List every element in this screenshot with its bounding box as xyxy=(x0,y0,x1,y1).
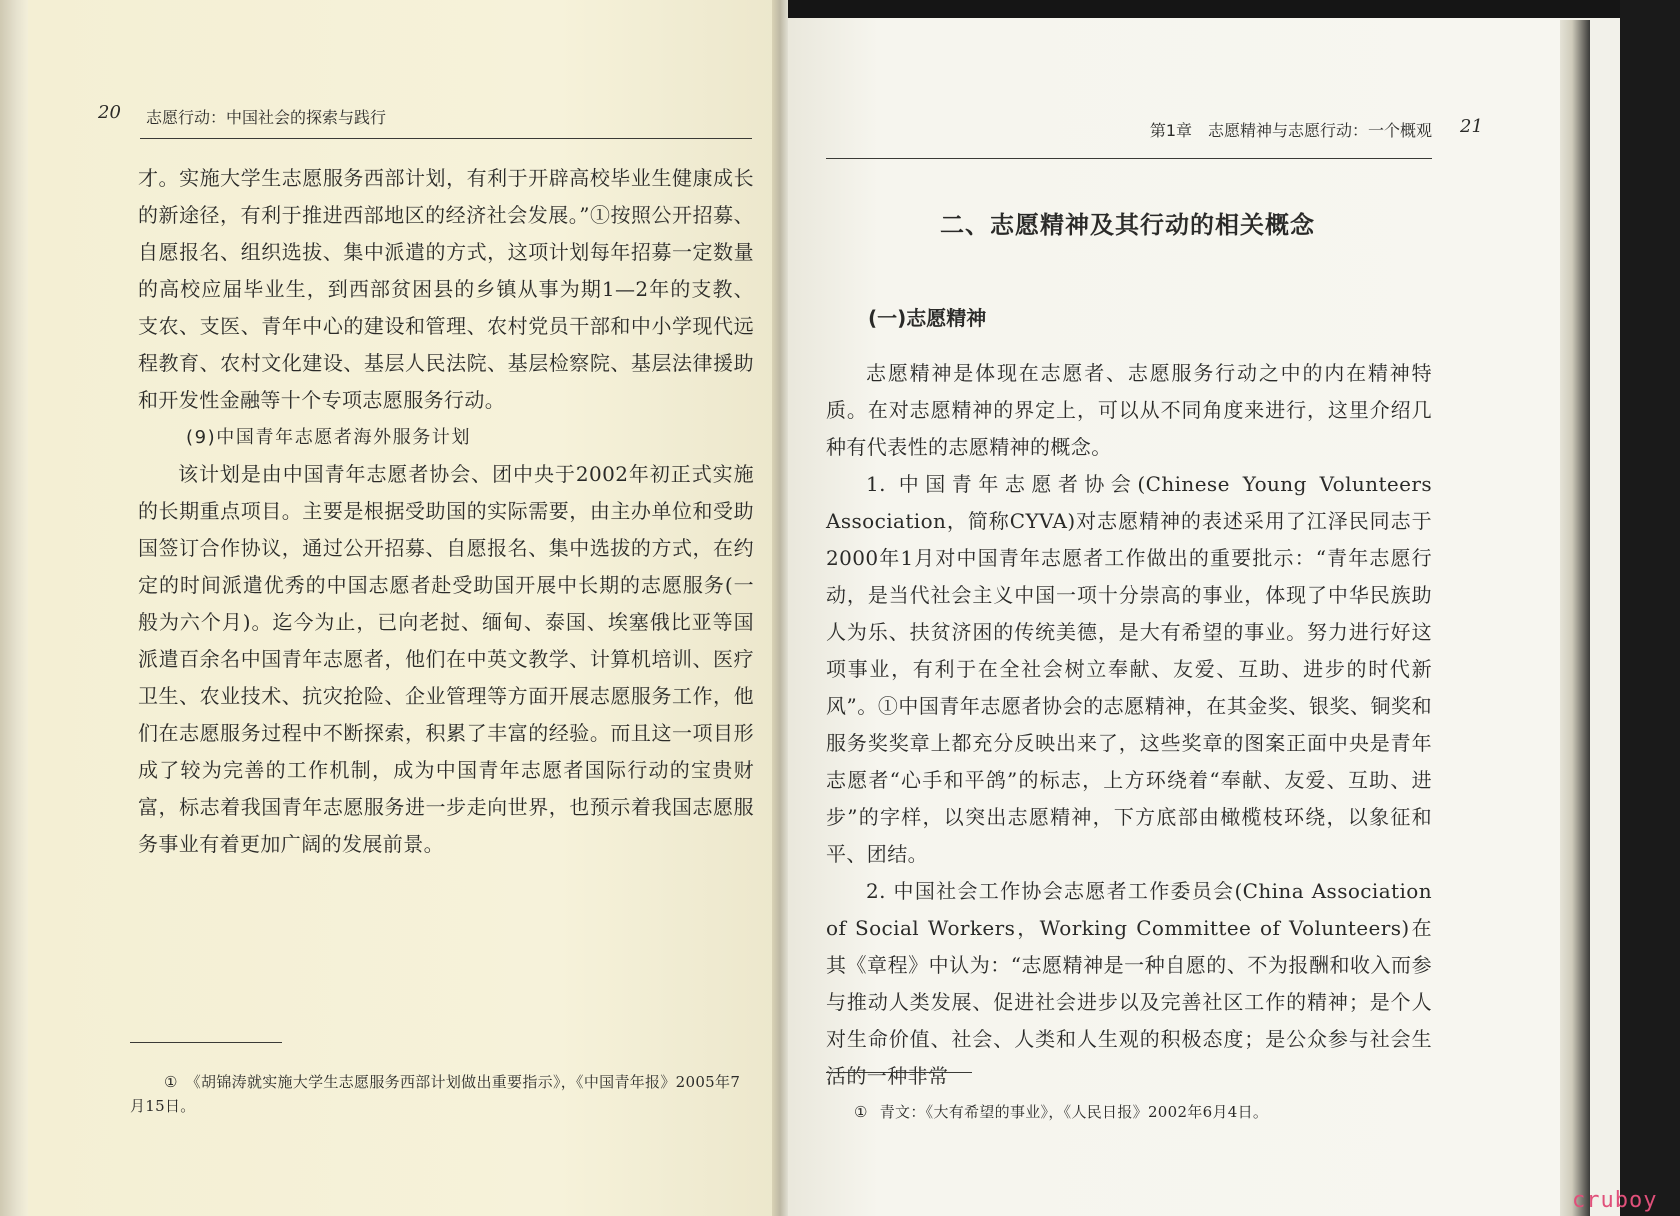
section-heading: 二、志愿精神及其行动的相关概念 xyxy=(940,211,1315,239)
footnote-marker: ① xyxy=(164,1073,178,1091)
footnote-marker: ① xyxy=(854,1103,868,1121)
scanner-backdrop-right xyxy=(1620,0,1680,1216)
left-page-number: 20 xyxy=(98,102,121,123)
right-running-title: 第1章 志愿精神与志愿行动：一个概观 xyxy=(1149,121,1432,140)
left-body-text xyxy=(138,160,754,863)
right-footnote-rule xyxy=(826,1072,972,1073)
right-page-number: 21 xyxy=(1460,116,1483,137)
paragraph-continued: 才。实施大学生志愿服务西部计划，有利于开辟高校毕业生健康成长的新途径，有利于推进西部地区的经济社会发展。”①按照公开招募、自愿报名、组织选拔、集中派遣的方式，这项计划每年招募一定数量的高校应届毕业生，到西部贫困县的乡镇从事为期1—2年的支教、支农、支医、青年中心的建设和管理、农村党员干部和中小学现代远程教育、农村文化建设、基层人民法院、基层检察院、基层法律援助和开发性金融等十个专项志愿服务行动。 xyxy=(138,166,754,412)
right-body-text xyxy=(826,355,1432,1095)
item-2-paragraph: 2. 中国社会工作协会志愿者工作委员会(China Association of Social Workers，Working Committee of Volunteers)在其《章程》中认为：“志愿精神是一种自愿的、不为报酬和收入而参与推动人类发展、促进社会进步以及完善社区工作的精神；是个人对生命价值、社会、人类和人生观的积极态度；是公众参与社会生活的一种非常 xyxy=(826,879,1432,1088)
left-footnote xyxy=(130,1070,750,1118)
subsection-heading-9: (9)中国青年志愿者海外服务计划 xyxy=(186,427,472,448)
footnote-text: 青文：《大有希望的事业》，《人民日报》2002年6月4日。 xyxy=(879,1103,1269,1121)
item-1-paragraph: 1. 中国青年志愿者协会(Chinese Young Volunteers Association，简称CYVA)对志愿精神的表述采用了江泽民同志于2000年1月对中国青年志愿者工作做出的重要批示：“青年志愿行动，是当代社会主义中国一项十分崇高的事业，体现了中华民族助人为乐、扶贫济困的传统美德，是大有希望的事业。努力进行好这项事业，有利于在全社会树立奉献、友爱、互助、进步的时代新风”。①中国青年志愿者协会的志愿精神，在其金奖、银奖、铜奖和服务奖奖章上都充分反映出来了，这些奖章的图案正面中央是青年志愿者“心手和平鸽”的标志，上方环绕着“奉献、友爱、互助、进步”的字样，以突出志愿精神，下方底部由橄榄枝环绕，以象征和平、团结。 xyxy=(826,472,1432,866)
footnote-text: 《胡锦涛就实施大学生志愿服务西部计划做出重要指示》，《中国青年报》2005年7月15日。 xyxy=(130,1073,741,1115)
left-header-rule xyxy=(140,138,752,139)
right-header-rule xyxy=(826,158,1432,159)
watermark: cruboy xyxy=(1572,1188,1658,1213)
right-footnote xyxy=(854,1100,1414,1124)
book-right-edge xyxy=(1560,20,1590,1216)
paragraph-9: 该计划是由中国青年志愿者协会、团中央于2002年初正式实施的长期重点项目。主要是根据受助国的实际需要，由主办单位和受助国签订合作协议，通过公开招募、自愿报名、集中选拔的方式，在约定的时间派遣优秀的中国志愿者赴受助国开展中长期的志愿服务(一般为六个月)。迄今为止，已向老挝、缅甸、泰国、埃塞俄比亚等国派遣百余名中国青年志愿者，他们在中英文教学、计算机培训、医疗卫生、农业技术、抗灾抢险、企业管理等方面开展志愿服务工作，他们在志愿服务过程中不断探索，积累了丰富的经验。而且这一项目形成了较为完善的工作机制，成为中国青年志愿者国际行动的宝贵财富，标志着我国青年志愿服务进一步走向世界，也预示着我国志愿服务事业有着更加广阔的发展前景。 xyxy=(138,462,754,856)
left-running-title: 志愿行动：中国社会的探索与践行 xyxy=(146,108,387,127)
scanner-backdrop-top xyxy=(770,0,1680,18)
left-footnote-rule xyxy=(130,1042,282,1043)
book-left-edge xyxy=(0,0,28,1216)
subsection-heading: (一)志愿精神 xyxy=(868,306,987,330)
intro-paragraph: 志愿精神是体现在志愿者、志愿服务行动之中的内在精神特质。在对志愿精神的界定上，可以从不同角度来进行，这里介绍几种有代表性的志愿精神的概念。 xyxy=(826,361,1432,459)
book-gutter xyxy=(772,0,788,1216)
